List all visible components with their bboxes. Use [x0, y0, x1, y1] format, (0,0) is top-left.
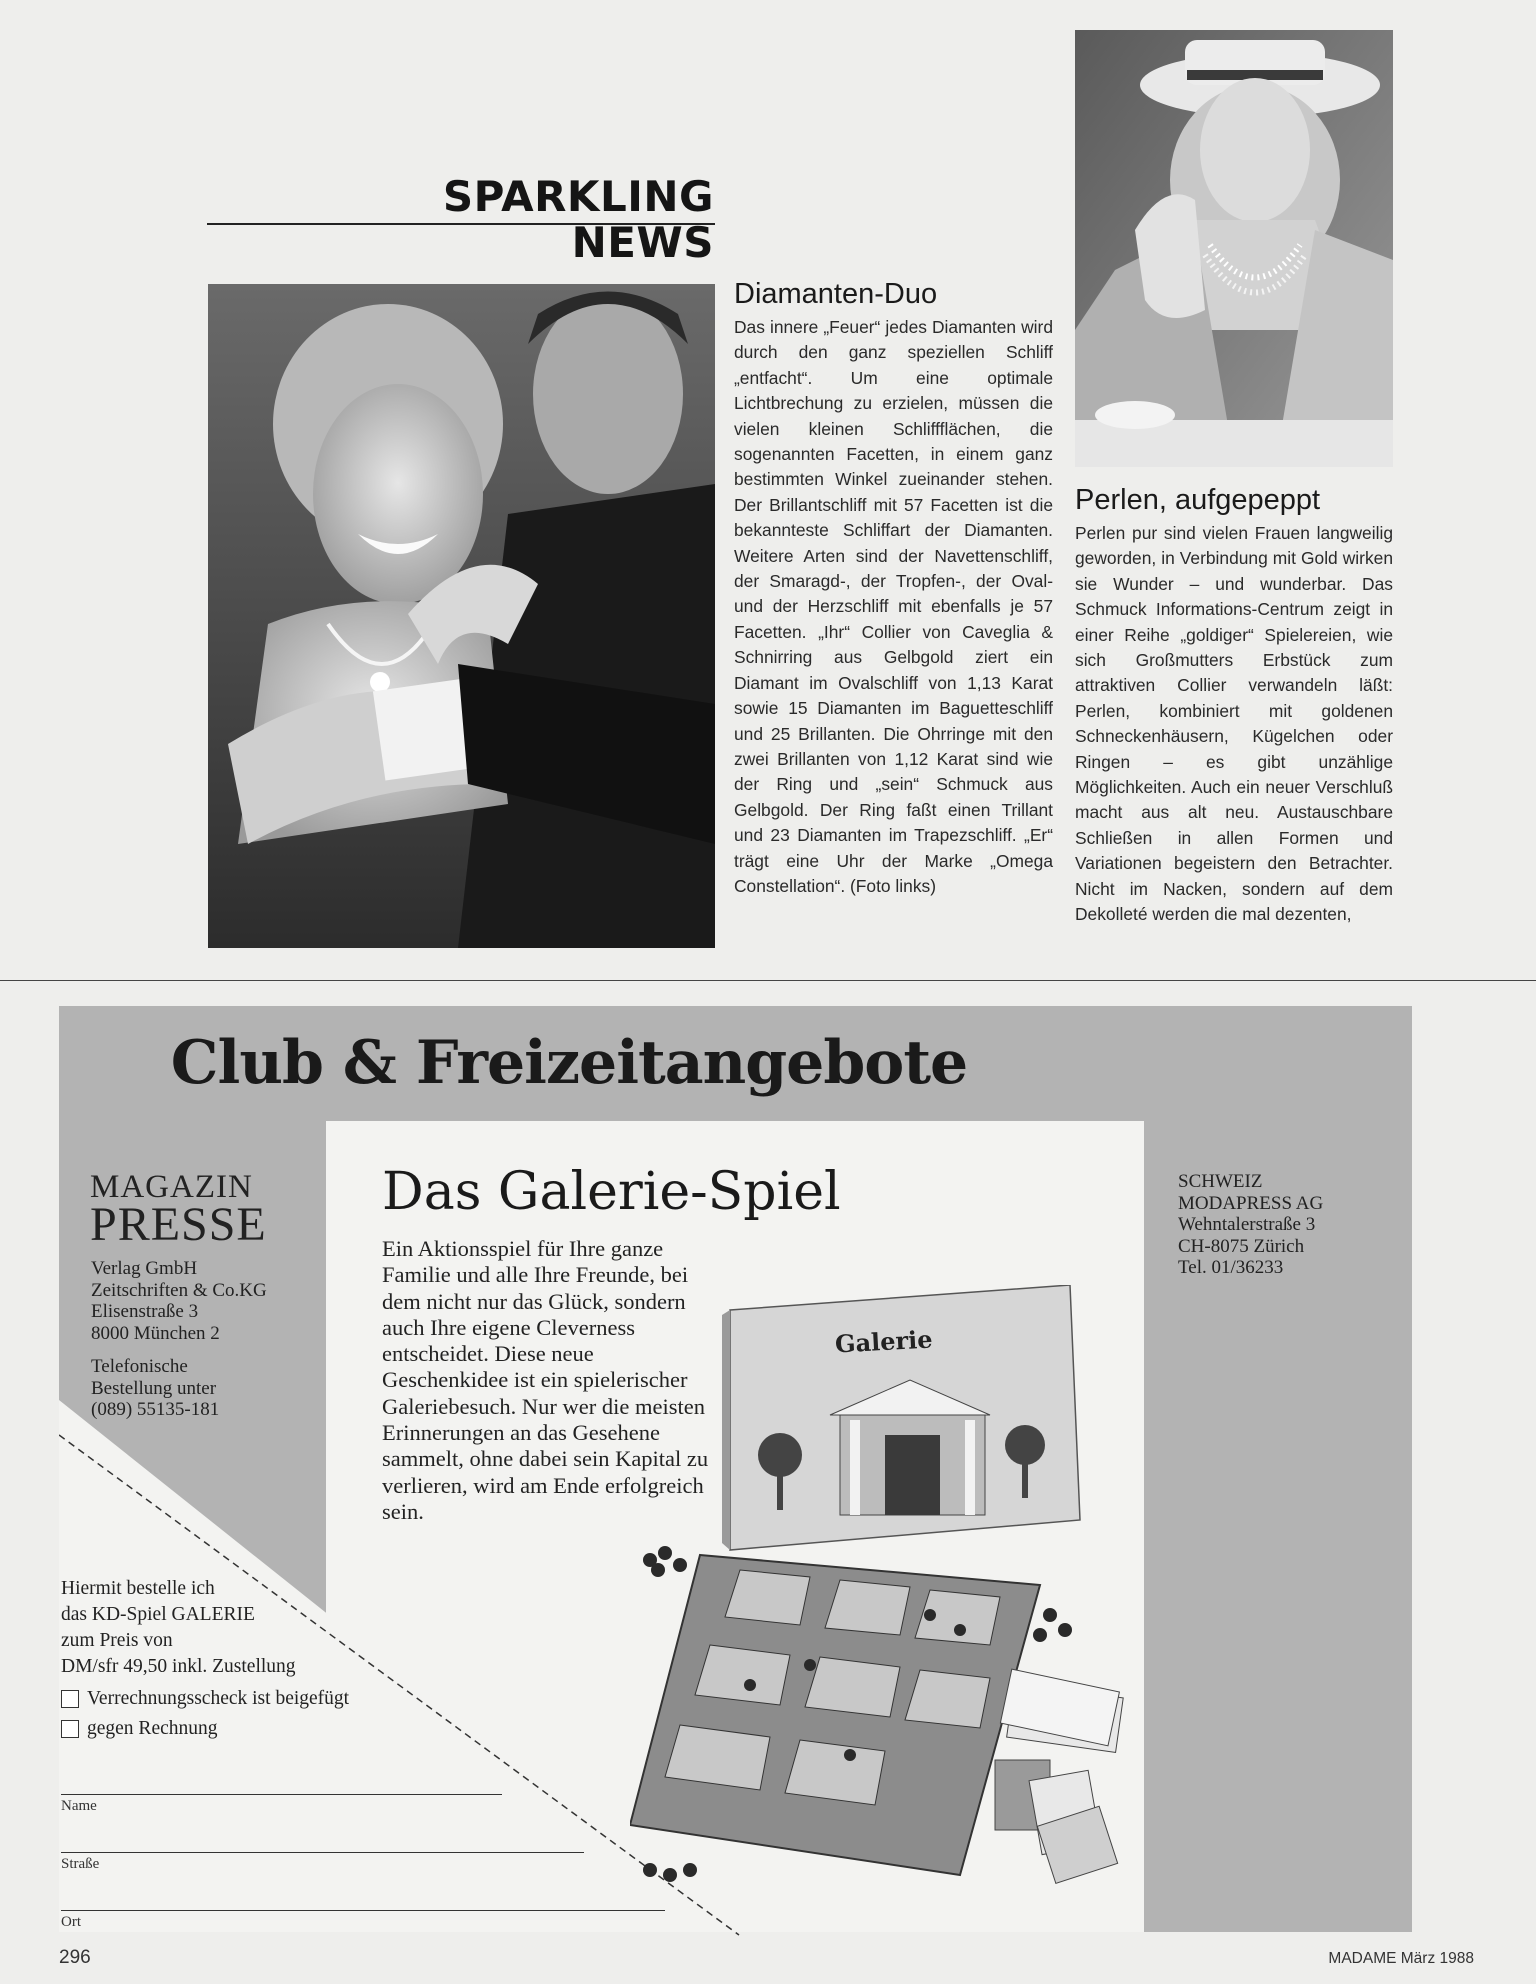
option-label: gegen Rechnung: [87, 1718, 218, 1739]
game-description: Ein Aktionsspiel für Ihre ganze Familie und alle Ihre Freunde, bei dem nicht nur das Glück, sondern auch Ihre eigene Cleverness entscheidet. Diese neue Geschenkidee ist ein spielerischer Galeriebesuch. Nur wer die meisten Erinnerungen an das Gesehene sammelt, ohne dabei sein Kapital zu verlieren, wird am Ende erfolgreich sein.: [382, 1236, 709, 1524]
article-body: Perlen pur sind vielen Frauen langweilig geworden, in Verbindung mit Gold wirken sie Wunder – und wunderbar. Das Schmuck Informations-Centrum zeigt in einer Reihe „goldiger“ Spielereien, wie sich Großmutters Erbstück zum attraktiven Collier verwandeln läßt: Perlen, kombiniert mit goldenen Schneckenhäusern, Kügelchen oder Ringen – es gibt unzählige Möglichkeiten. Auch ein neuer Verschluß macht aus alt neu. Austauschbare Schließen in allen Formen und Variationen begeistern den Betrachter. Nicht im Nacken, sondern auf dem Dekolleté werden die mal dezenten,: [1075, 523, 1393, 925]
publisher-address: [91, 1258, 267, 1421]
logo-line1: MAGAZIN: [90, 1169, 253, 1205]
address-line: MODAPRESS AG: [1178, 1192, 1324, 1214]
headline-line2: NEWS: [571, 218, 714, 267]
article-perlen: [1075, 484, 1393, 928]
article-body: Das innere „Feuer“ jedes Diamanten wird durch den ganz speziellen Schliff „entfacht“. Um eine optimale Lichtbrechung zu erzielen, müssen die vielen kleinen Schliffflächen, die sogenannten Facetten, in einem ganz bestimmten Winkel zueinander stehen. Der Brillantschliff mit 57 Facetten ist die bekannteste Schliffart der Diamanten. Weitere Arten sind der Navettenschliff, der Smaragd-, der Tropfen-, der Oval- und der Herzschliff mit ebenfalls je 57 Facetten. „Ihr“ Collier von Caveglia & Schnirring aus Gelbgold ziert ein Diamant im Ovalschliff von 1,13 Karat sowie 15 Diamanten im Baguetteschliff und 25 Brillanten. Die Ohrringe mit den zwei Brillanten von 1,12 Karat sind wie der Ring und „sein“ Schmuck aus Gelbgold. Der Ring faßt einen Trillant und 23 Diamanten im Trapezschliff. „Er“ trägt eine Uhr der Marke „Omega Constellation“. (Foto links): [734, 317, 1053, 896]
address-line: Zeitschriften & Co.KG: [91, 1279, 267, 1301]
box-label: Galerie: [834, 1324, 934, 1359]
address-line: Verlag GmbH: [91, 1258, 198, 1279]
order-text: Hiermit bestelle ich: [61, 1578, 215, 1599]
street-label: Straße: [61, 1856, 100, 1872]
address-line: SCHWEIZ: [1178, 1171, 1263, 1192]
checkbox[interactable]: [61, 1720, 79, 1738]
article-title: Diamanten-Duo: [734, 278, 938, 310]
payment-option-invoice[interactable]: [61, 1716, 349, 1742]
article-title: Perlen, aufgepeppt: [1075, 484, 1321, 516]
magazin-presse-logo: [90, 1169, 267, 1251]
order-text: zum Preis von: [61, 1630, 173, 1651]
address-line: Elisenstraße 3: [91, 1301, 199, 1322]
logo-line2: PRESSE: [90, 1198, 267, 1251]
phone-number: Tel. 01/36233: [1178, 1257, 1284, 1278]
city-label: Ort: [61, 1914, 81, 1930]
street-field[interactable]: [61, 1852, 584, 1853]
couple-photo: [208, 284, 715, 948]
name-field[interactable]: [61, 1794, 502, 1795]
section-headline: [443, 174, 714, 266]
page-number: 296: [59, 1947, 91, 1968]
city-field[interactable]: [61, 1910, 665, 1911]
order-text: das KD-Spiel GALERIE: [61, 1604, 255, 1625]
order-form: [61, 1576, 349, 1742]
swiss-address: [1178, 1171, 1323, 1279]
phone-line: Bestellung unter: [91, 1377, 217, 1399]
address-line: CH-8075 Zürich: [1178, 1235, 1305, 1257]
payment-option-cheque[interactable]: [61, 1686, 349, 1712]
order-price: DM/sfr 49,50 inkl. Zustellung: [61, 1656, 296, 1677]
name-label: Name: [61, 1798, 97, 1814]
headline-line1: SPARKLING: [442, 172, 714, 221]
article-diamanten: [734, 278, 1053, 899]
phone-line: Telefonische: [91, 1356, 188, 1377]
option-label: Verrechnungsscheck ist beigefügt: [87, 1688, 350, 1709]
woman-hat-photo: [1075, 30, 1393, 467]
checkbox[interactable]: [61, 1690, 79, 1708]
section-divider: [0, 980, 1536, 981]
ad-title: Club & Freizeitangebote: [170, 1028, 968, 1098]
address-line: 8000 München 2: [91, 1322, 220, 1344]
game-product-photo: [630, 1285, 1150, 1885]
phone-number: (089) 55135-181: [91, 1399, 220, 1420]
address-line: Wehntalerstraße 3: [1178, 1214, 1316, 1235]
game-title: Das Galerie-Spiel: [382, 1162, 841, 1222]
magazine-issue: MADAME März 1988: [1328, 1950, 1474, 1967]
